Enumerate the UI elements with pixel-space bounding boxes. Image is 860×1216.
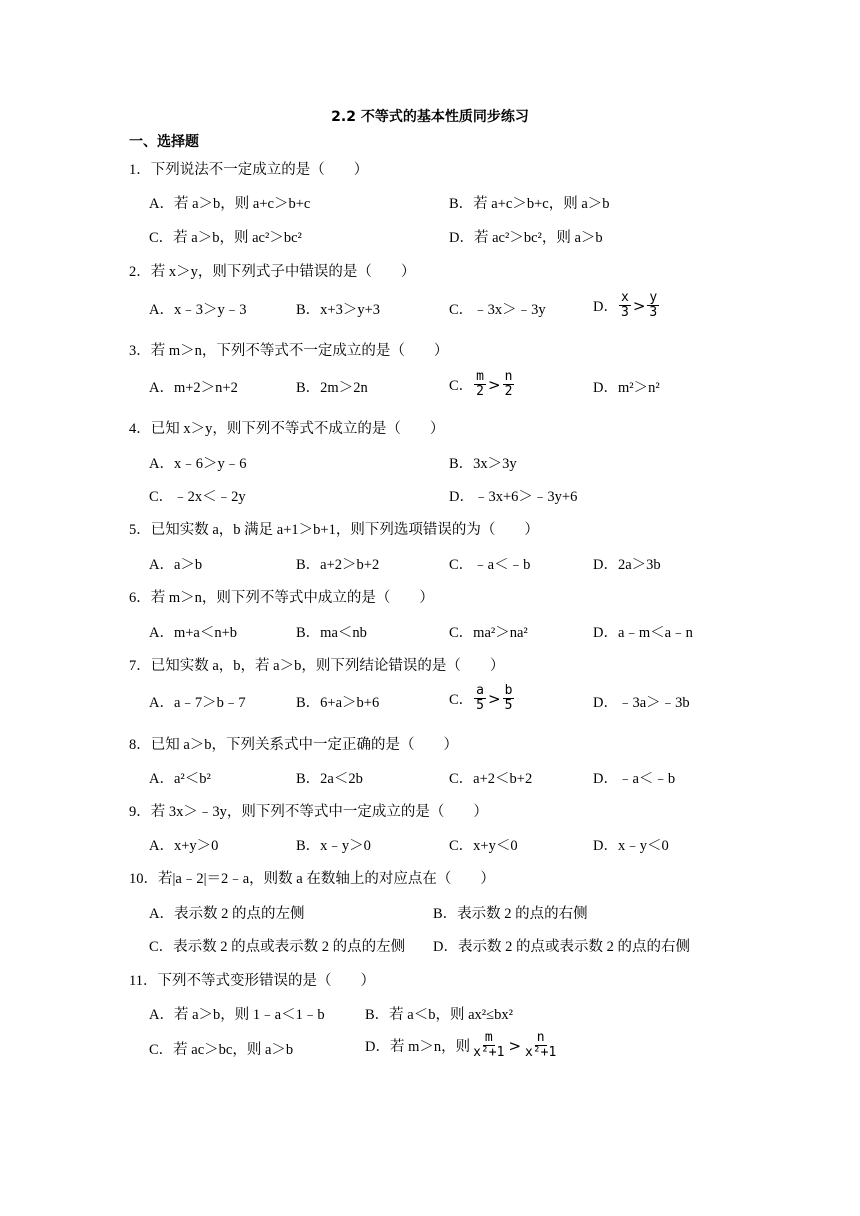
relation-symbol: > — [488, 375, 501, 394]
q7-option-c[interactable] — [449, 684, 515, 713]
fraction — [647, 291, 659, 320]
fraction-numerator: n — [504, 369, 513, 384]
q10-option-b[interactable]: B．表示数 2 的点的右侧 — [433, 906, 588, 922]
q1-option-a[interactable]: A．若 a＞b，则 a+c＞b+c — [149, 196, 311, 212]
q9-option-a[interactable]: A．x+y＞0 — [149, 838, 219, 854]
q8-option-a[interactable]: A．a²＜b² — [149, 771, 211, 787]
question-8: 8．已知 a＞b，下列关系式中一定正确的是（ ） — [129, 737, 459, 753]
q11-d-prefix: D．若 m＞n，则 — [365, 1039, 471, 1055]
q7-option-b[interactable]: B．6+a＞b+6 — [296, 695, 380, 711]
fraction-denominator: x²+1 — [525, 1045, 557, 1060]
fraction-denominator: 3 — [649, 305, 658, 320]
q7-option-a[interactable]: A．a﹣7＞b﹣7 — [149, 695, 246, 711]
q5-option-d[interactable]: D．2a＞3b — [593, 557, 661, 573]
q11-option-c[interactable]: C．若 ac＞bc，则 a＞b — [149, 1042, 294, 1058]
q1-option-c[interactable]: C．若 a＞b，则 ac²＞bc² — [149, 230, 302, 246]
page-title: 2.2 不等式的基本性质同步练习 — [331, 109, 529, 125]
fraction-denominator: 3 — [620, 305, 629, 320]
relation-symbol: > — [488, 689, 501, 708]
q10-option-c[interactable]: C．表示数 2 的点或表示数 2 的点的左侧 — [149, 939, 406, 955]
q7-c-prefix: C． — [449, 692, 474, 708]
section-heading: 一、选择题 — [129, 134, 199, 150]
fraction-numerator: y — [649, 290, 658, 305]
fraction — [474, 684, 486, 713]
q2-option-a[interactable]: A．x﹣3＞y﹣3 — [149, 302, 247, 318]
fraction — [471, 1031, 506, 1060]
q4-option-a[interactable]: A．x﹣6＞y﹣6 — [149, 456, 247, 472]
q8-option-d[interactable]: D．﹣a＜﹣b — [593, 771, 676, 787]
fraction — [523, 1031, 558, 1060]
fraction-numerator: b — [504, 683, 513, 698]
relation-symbol: > — [632, 296, 646, 315]
fraction-numerator: x — [620, 290, 629, 305]
q4-option-b[interactable]: B．3x＞3y — [449, 456, 517, 472]
q9-option-c[interactable]: C．x+y＜0 — [449, 838, 518, 854]
fraction — [619, 291, 631, 320]
fraction-denominator: 5 — [504, 698, 513, 713]
fraction-denominator: 2 — [504, 384, 513, 399]
q4-option-d[interactable]: D．﹣3x+6＞﹣3y+6 — [449, 489, 578, 505]
relation-symbol: > — [508, 1036, 522, 1055]
fraction — [503, 684, 515, 713]
q1-option-b[interactable]: B．若 a+c＞b+c，则 a＞b — [449, 196, 610, 212]
q1-option-d[interactable]: D．若 ac²＞bc²，则 a＞b — [449, 230, 603, 246]
q3-option-b[interactable]: B．2m＞2n — [296, 380, 368, 396]
fraction-numerator: m — [476, 369, 484, 384]
q6-option-c[interactable]: C．ma²＞na² — [449, 625, 528, 641]
q5-option-a[interactable]: A．a＞b — [149, 557, 203, 573]
fraction-numerator: m — [484, 1030, 493, 1045]
q2-d-prefix: D． — [593, 299, 618, 315]
question-6: 6．若 m＞n，则下列不等式中成立的是（ ） — [129, 590, 434, 606]
q6-option-d[interactable]: D．a﹣m＜a﹣n — [593, 625, 693, 641]
question-9: 9．若 3x＞﹣3y，则下列不等式中一定成立的是（ ） — [129, 804, 488, 820]
fraction-denominator: x²+1 — [473, 1045, 505, 1060]
q2-option-d[interactable] — [593, 291, 660, 320]
q5-option-c[interactable]: C．﹣a＜﹣b — [449, 557, 531, 573]
q8-option-b[interactable]: B．2a＜2b — [296, 771, 363, 787]
q3-option-a[interactable]: A．m+2＞n+2 — [149, 380, 238, 396]
q2-option-c[interactable]: C．﹣3x＞﹣3y — [449, 302, 546, 318]
q7-option-d[interactable]: D．﹣3a＞﹣3b — [593, 695, 690, 711]
q6-option-a[interactable]: A．m+a＜n+b — [149, 625, 238, 641]
fraction — [503, 370, 515, 399]
q8-option-c[interactable]: C．a+2＜b+2 — [449, 771, 533, 787]
q11-option-d[interactable] — [365, 1031, 559, 1060]
fraction-numerator: n — [536, 1030, 545, 1045]
q2-option-b[interactable]: B．x+3＞y+3 — [296, 302, 381, 318]
fraction — [474, 370, 486, 399]
fraction-numerator: a — [476, 683, 484, 698]
question-4: 4．已知 x＞y，则下列不等式不成立的是（ ） — [129, 421, 445, 437]
q9-option-b[interactable]: B．x﹣y＞0 — [296, 838, 371, 854]
question-1: 1．下列说法不一定成立的是（ ） — [129, 162, 369, 178]
question-3: 3．若 m＞n，下列不等式不一定成立的是（ ） — [129, 343, 449, 359]
q6-option-b[interactable]: B．ma＜nb — [296, 625, 367, 641]
q3-option-d[interactable]: D．m²＞n² — [593, 380, 660, 396]
question-11: 11．下列不等式变形错误的是（ ） — [129, 973, 375, 989]
q3-option-c[interactable] — [449, 370, 515, 399]
q11-option-b[interactable]: B．若 a＜b，则 ax²≤bx² — [365, 1007, 513, 1023]
q5-option-b[interactable]: B．a+2＞b+2 — [296, 557, 380, 573]
fraction-denominator: 5 — [476, 698, 484, 713]
q10-option-a[interactable]: A．表示数 2 的点的左侧 — [149, 906, 305, 922]
fraction-denominator: 2 — [476, 384, 484, 399]
q11-option-a[interactable]: A．若 a＞b，则 1﹣a＜1﹣b — [149, 1007, 325, 1023]
question-7: 7．已知实数 a，b，若 a＞b，则下列结论错误的是（ ） — [129, 658, 505, 674]
question-10: 10．若|a﹣2|＝2﹣a，则数 a 在数轴上的对应点在（ ） — [129, 871, 495, 887]
question-5: 5．已知实数 a，b 满足 a+1＞b+1，则下列选项错误的为（ ） — [129, 522, 539, 538]
q4-option-c[interactable]: C．﹣2x＜﹣2y — [149, 489, 246, 505]
q3-c-prefix: C． — [449, 378, 474, 394]
q9-option-d[interactable]: D．x﹣y＜0 — [593, 838, 669, 854]
question-2: 2．若 x＞y，则下列式子中错误的是（ ） — [129, 264, 416, 280]
q10-option-d[interactable]: D．表示数 2 的点或表示数 2 的点的右侧 — [433, 939, 690, 955]
